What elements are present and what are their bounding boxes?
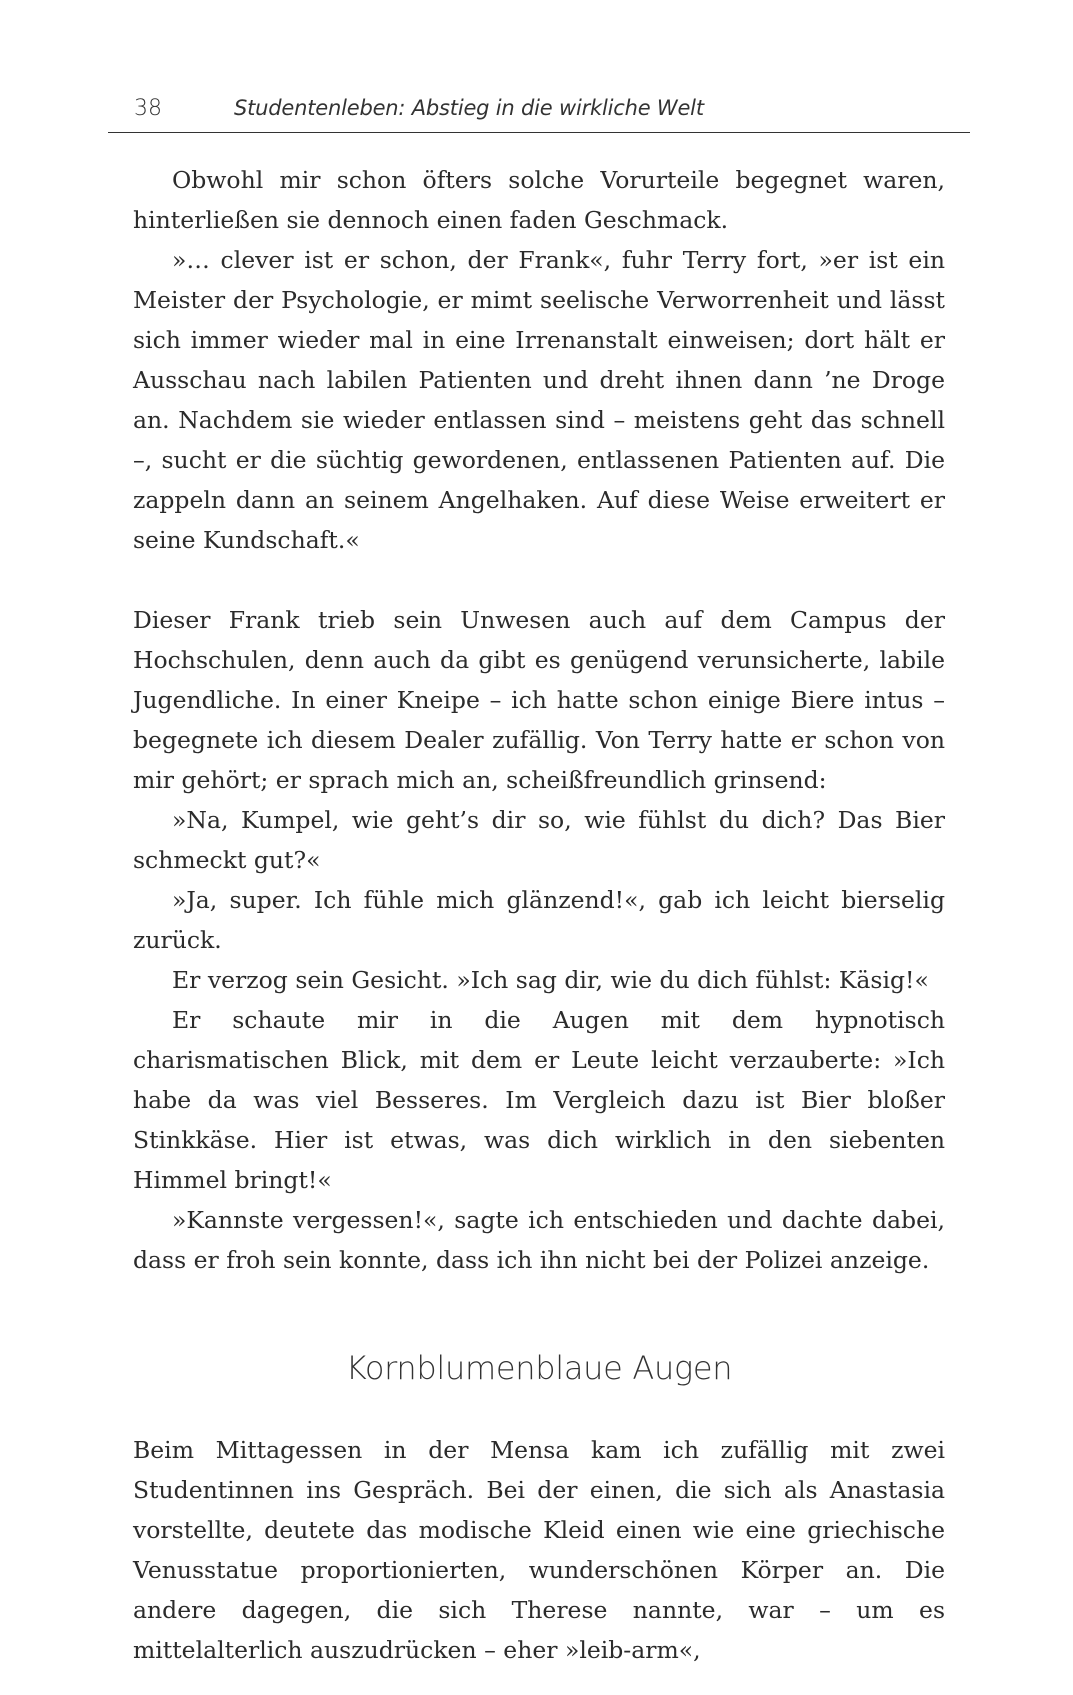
paragraph: Er schaute mir in die Augen mit dem hypnotisch charismatischen Blick, mit dem er Leute leicht verzauberte: »Ich habe da was viel Besseres. Im Vergleich dazu ist Bier bloßer Stinkkäse. Hier ist etwas, was dich wirklich in den siebenten Himmel bringt!« (133, 1006, 945, 1194)
paragraph: »Na, Kumpel, wie geht’s dir so, wie fühlst du dich? Das Bier schmeckt gut?« (133, 806, 945, 874)
paragraph: »Kannste vergessen!«, sagte ich entschieden und dachte dabei, dass er froh sein konnte, dass ich ihn nicht bei der Polizei anzeige. (133, 1206, 945, 1274)
running-header (108, 92, 970, 133)
running-title: Studentenleben: Abstieg in die wirkliche Welt (234, 96, 704, 120)
paragraph: Dieser Frank trieb sein Unwesen auch auf dem Campus der Hochschulen, denn auch da gibt es genügend verunsicherte, labile Jugendliche. In einer Kneipe – ich hatte schon einige Biere intus – begegnete ich diesem Dealer zufällig. Von Terry hatte er schon von mir gehört; er sprach mich an, scheißfreundlich grinsend: (133, 606, 945, 794)
paragraph: Er verzog sein Gesicht. »Ich sag dir, wie du dich fühlst: Käsig!« (172, 966, 929, 994)
paragraph: Obwohl mir schon öfters solche Vorurteile begegnet waren, hinterließen sie dennoch einen faden Geschmack. (133, 166, 945, 234)
paragraph: Beim Mittagessen in der Mensa kam ich zufällig mit zwei Studentinnen ins Gespräch. Bei der einen, die sich als Anastasia vorstellte, deutete das modische Kleid einen wie eine griechische Venusstatue proportionierten, wunderschönen Körper an. Die andere dagegen, die sich Therese nannte, war – um es mittelalterlich auszudrücken – eher »leib-arm«, (133, 1436, 945, 1664)
page-body (133, 160, 945, 1670)
section-heading: Kornblumenblaue Augen (345, 1349, 733, 1387)
page-number: 38 (134, 96, 162, 121)
paragraph: »Ja, super. Ich fühle mich glänzend!«, gab ich leicht bierselig zurück. (133, 886, 945, 954)
paragraph: »… clever ist er schon, der Frank«, fuhr Terry fort, »er ist ein Meister der Psychologie, er mimt seelische Verworrenheit und lässt sich immer wieder mal in eine Irrenanstalt einweisen; dort hält er Ausschau nach labilen Patienten und dreht ihnen dann ’ne Droge an. Nachdem sie wieder entlassen sind – meistens geht das schnell –, sucht er die süchtig gewordenen, entlassenen Patienten auf. Die zappeln dann an seinem Angelhaken. Auf diese Weise erweitert er seine Kundschaft.« (133, 246, 945, 554)
